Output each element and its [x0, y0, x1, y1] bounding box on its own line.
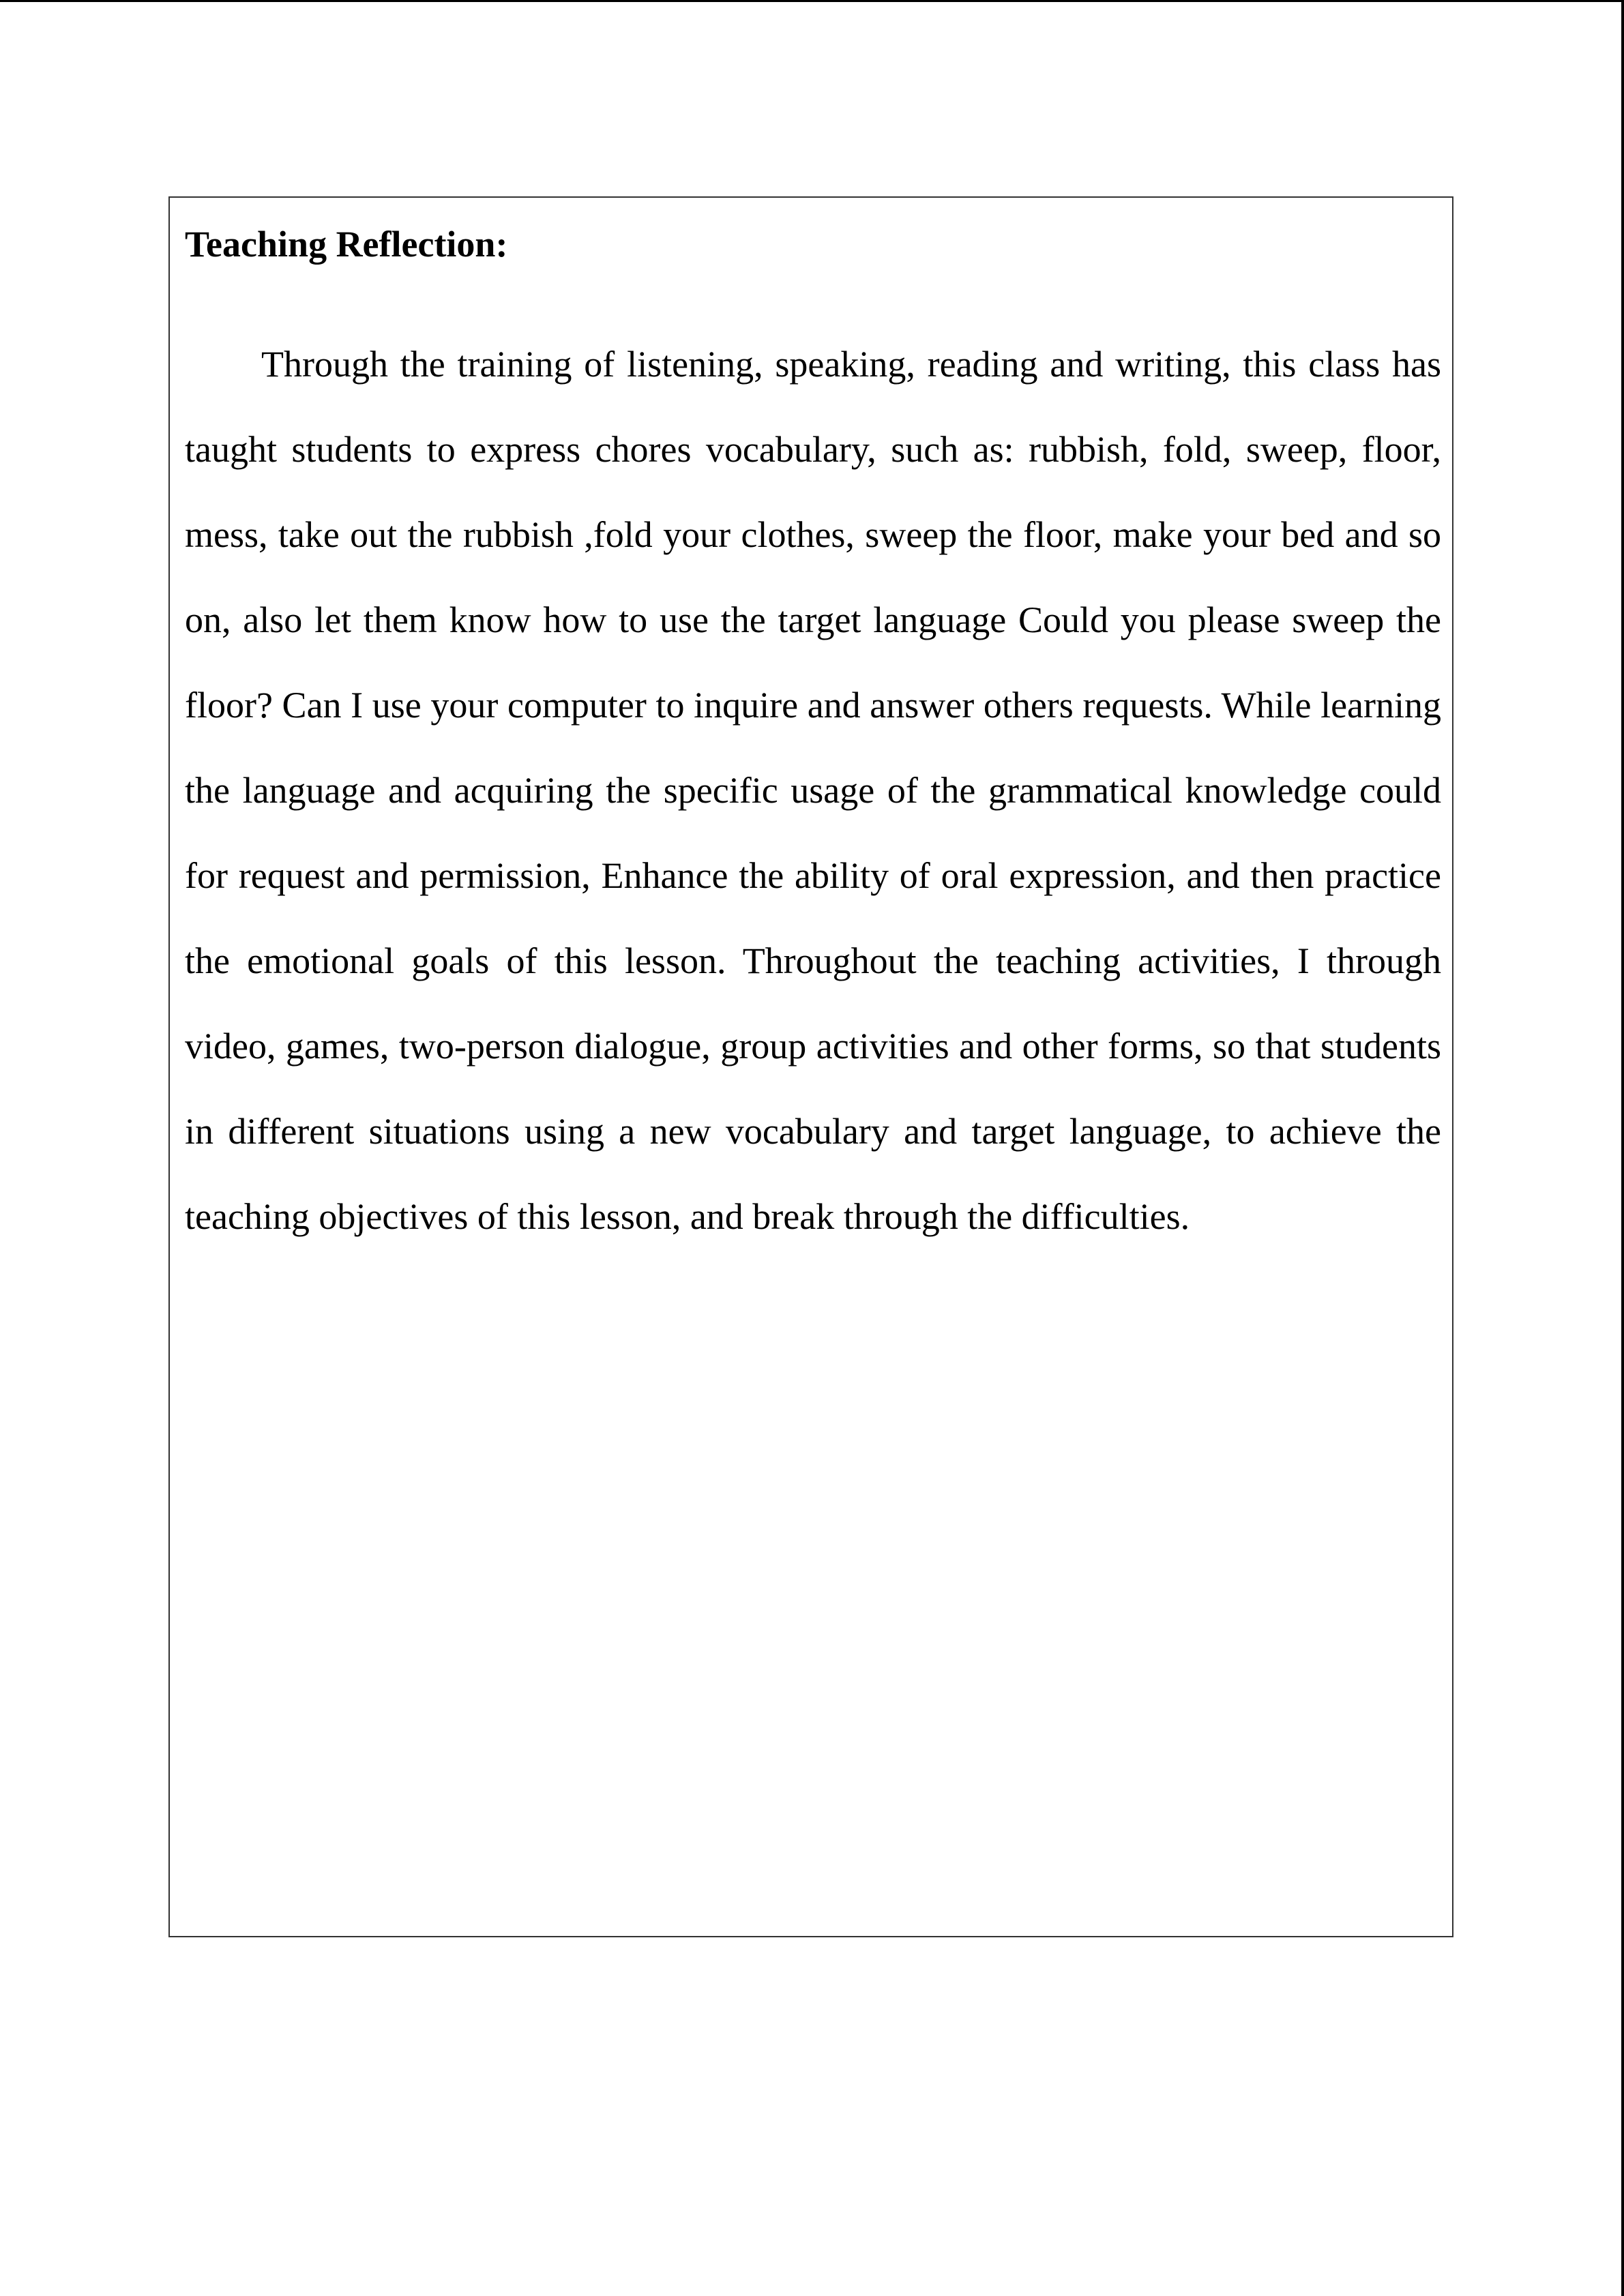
- page-top-border: [0, 0, 1624, 2]
- page-right-border: [1621, 0, 1624, 2296]
- section-heading: Teaching Reflection:: [185, 224, 508, 265]
- teaching-reflection-box: [168, 196, 1453, 1937]
- reflection-paragraph: Through the training of listening, speaking, reading and writing, this class has taught students to express chores vocabulary, such as: rubbish, fold, sweep, floor, mess, take out the rubbish ,fold your clothes, sweep the floor, make your bed and so on, also let them know how to use the target language Could you please sweep the floor? Can I use your computer to inquire and answer others requests. While learning the language and acquiring the specific usage of the grammatical knowledge could for request and permission, Enhance the ability of oral expression, and then practice the emotional goals of this lesson. Throughout the teaching activities, I through video, games, two-person dialogue, group activities and other forms, so that students in different situations using a new vocabulary and target language, to achieve the teaching objectives of this lesson, and break through the difficulties.: [185, 344, 1441, 1237]
